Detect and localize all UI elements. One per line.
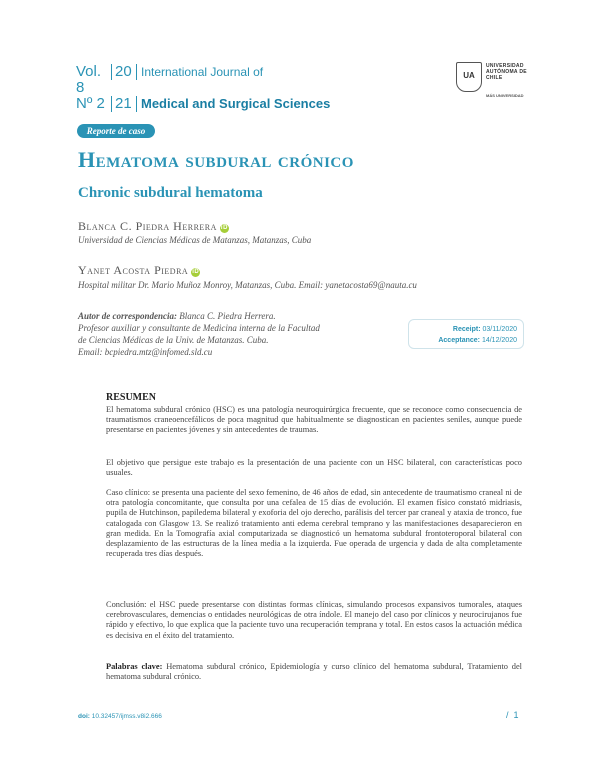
article-type-badge: Reporte de caso xyxy=(77,124,155,138)
keywords xyxy=(106,662,522,682)
abstract-paragraph-2: El objetivo que persigue este trabajo es la presentación de una paciente con un HSC bilateral, con características poco usuales. xyxy=(106,458,522,478)
university-name: UNIVERSIDAD AUTÓNOMA DE CHILE xyxy=(486,63,527,81)
year-top: 20 xyxy=(111,64,133,80)
journal-name-line1: International Journal of xyxy=(136,64,263,80)
volume-label: Vol. 8 xyxy=(76,63,102,96)
keywords-label: Palabras clave: xyxy=(106,662,163,671)
abstract-paragraph-4: Conclusión: el HSC puede presentarse con distintas formas clínicas, simulando procesos expansivos tumorales, ataques cerebrovasculares, demencias o entidades neurológicas de otra índole. El manejo del caso por clínicos y neurocirujanos fue rápido y efectivo, lo que explica que la paciente tuvo una recuperación temprana y total. En estos casos la actuación médica es decisiva en el éxito del tratamiento. xyxy=(106,600,522,640)
correspondence-email[interactable]: Email: bcpiedra.mtz@infomed.sld.cu xyxy=(78,347,213,357)
article-title: Hematoma subdural crónico xyxy=(78,147,354,172)
issue-label: Nº 2 xyxy=(76,95,105,112)
keywords-text: Hematoma subdural crónico, Epidemiología y curso clínico del hematoma subdural, Tratamiento del hematoma subdural crónico. xyxy=(106,662,522,682)
university-logo xyxy=(456,60,538,100)
correspondence-line2: Profesor auxiliar y consultante de Medicina interna de la Facultad xyxy=(78,323,320,333)
correspondence-name: Blanca C. Piedra Herrera. xyxy=(179,311,276,321)
page-value: 1 xyxy=(513,710,519,720)
author-name-2: Yanet Acosta Piedra iD xyxy=(78,263,200,277)
author-affiliation-2: Hospital militar Dr. Mario Muñoz Monroy, Matanzas, Cuba. Email: yanetacosta69@nauta.cu xyxy=(78,280,417,290)
journal-name-line2: Medical and Surgical Sciences xyxy=(136,96,330,112)
abstract-paragraph-3: Caso clínico: se presenta una paciente del sexo femenino, de 46 años de edad, sin antecedente de traumatismo craneal ni de otra patología concomitante, que consulta por una cefalea de 15 días de evolución. El examen físico constató midriasis, pupila de Hutchinson, papiledema bilateral y exoforia del ojo derecho, parálisis del tercer par craneal y ataxia de tronco, fue catalogada con Glasgow 13. Se realizó tratamiento anti edema cerebral temprano y las manifestaciones desaparecieron en gran medida. En la Tomografía axial computarizada se diagnosticó un hematoma subdural frontoteroporal bilateral con desplazamiento de las estructuras de la línea media a la izquierda. Fue operada de urgencia y dada de alta completamente recuperada tres días después. xyxy=(106,488,522,559)
shield-icon: UA xyxy=(456,62,482,92)
author-affiliation-1: Universidad de Ciencias Médicas de Matanzas, Matanzas, Cuba xyxy=(78,235,312,245)
correspondence-block xyxy=(78,310,378,358)
article-subtitle: Chronic subdural hematoma xyxy=(78,185,263,201)
received-label: Receipt: xyxy=(452,326,481,333)
page-number xyxy=(506,710,519,720)
orcid-icon[interactable]: iD xyxy=(220,225,228,231)
orcid-icon[interactable]: iD xyxy=(192,269,200,275)
received-date: 03/11/2020 xyxy=(482,326,517,333)
page-separator: / xyxy=(506,710,509,720)
correspondence-line3: de Ciencias Médicas de la Univ. de Matanzas. Cuba. xyxy=(78,335,269,345)
accepted-date: 14/12/2020 xyxy=(481,337,517,344)
dates-box xyxy=(408,319,524,349)
author-name-1: Blanca C. Piedra Herrera iD xyxy=(78,219,228,233)
doi-label: doi: xyxy=(78,713,90,720)
abstract-heading: RESUMEN xyxy=(106,392,157,403)
accepted-label: Acceptance: xyxy=(438,337,480,344)
doi-value: 10.32457/ijmss.v8i2.666 xyxy=(91,713,162,720)
university-tagline: MÁS UNIVERSIDAD xyxy=(486,93,524,98)
doi[interactable] xyxy=(78,713,162,720)
journal-header xyxy=(76,64,330,112)
year-bottom: 21 xyxy=(111,96,133,112)
abstract-paragraph-1: El hematoma subdural crónico (HSC) es una patología neuroquirúrgica frecuente, que se reconoce como consecuencia de traumatismos craneoencefálicos de poca magnitud que habitualmente se diagnostican en pacientes seniles, aunque puede presentarse en pacientes jóvenes y sin antecedentes de traumas. xyxy=(106,405,522,435)
correspondence-label: Autor de correspondencia: xyxy=(78,311,177,321)
